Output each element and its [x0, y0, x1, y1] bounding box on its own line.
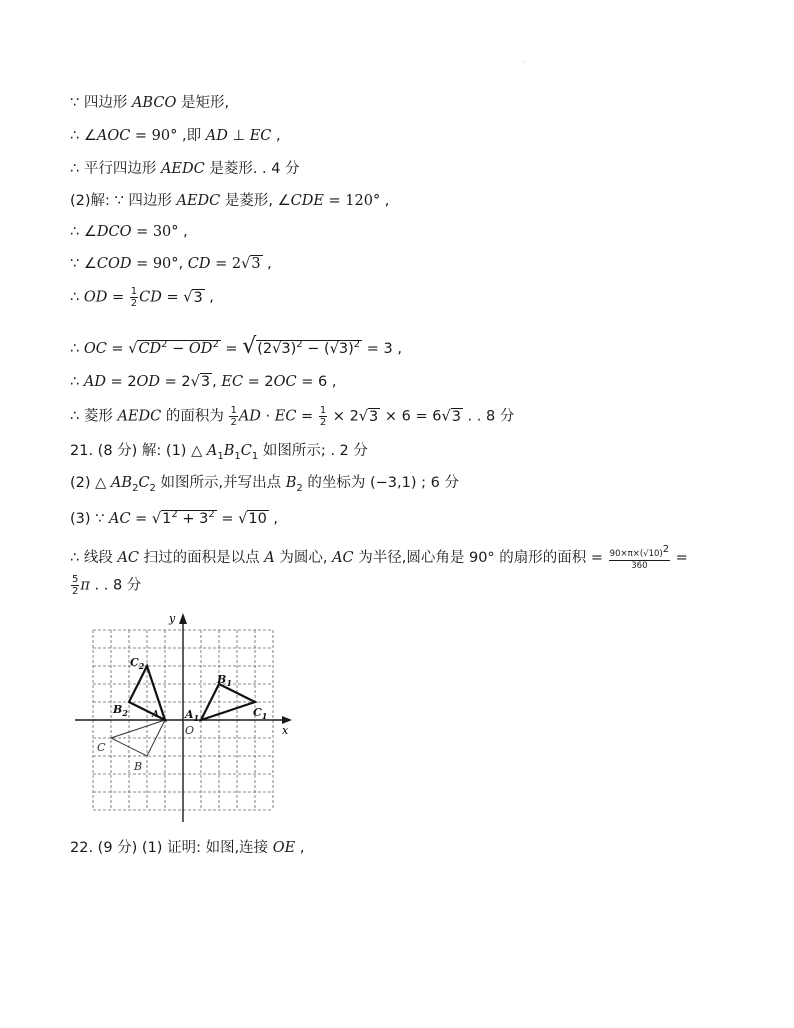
- label-c: C: [97, 741, 106, 754]
- line-12: (2) △ $AB_2C_2$ 如图所示,并写出点 $B_2$ 的坐标为 (−3,1) ; 6 分: [70, 475, 459, 494]
- line-2: ∴ ∠AOC = 90° ,即 AD ⊥ EC ,: [70, 128, 281, 144]
- line-3: ∴ 平行四边形 AEDC 是菱形. . 4 分: [70, 161, 300, 177]
- coordinate-figure: [70, 610, 310, 825]
- line-15: $\frac{5}{2}$ π . . 8 分: [72, 574, 142, 597]
- line-16: 22. (9 分) (1) 证明: 如图,连接 OE ,: [70, 840, 305, 856]
- label-b: B: [134, 760, 143, 773]
- line-10: ∴ 菱形 AEDC 的面积为 $\frac{1}{2}$ AD · EC = $\frac{1}{2}$ × 2√3 × 6 = 6√3 . . 8 分: [70, 405, 515, 428]
- line-8: ∴ OC = $√CD^2 - OD^2 = √(2√3)^2 - (√3)^2 = 3$ ,: [70, 333, 402, 359]
- x-axis-label: x: [282, 724, 289, 737]
- y-axis-label: y: [169, 612, 176, 625]
- line-13: (3) ∵ AC = $√1^2 + 3^2 = √10$ ,: [70, 509, 279, 527]
- label-b2: $B_2$: [113, 703, 128, 718]
- y-axis-arrow: [179, 613, 187, 624]
- label-a: A: [152, 710, 159, 720]
- line-1: ∵ 四边形 ABCO 是矩形,: [70, 95, 230, 111]
- line-9: ∴ AD = 2OD = 2√3 , EC = 2OC = 6 ,: [70, 374, 337, 390]
- x-axis-arrow: [282, 716, 292, 724]
- label-c2: $C_2$: [130, 656, 145, 671]
- label-b1: $B_1$: [217, 673, 232, 688]
- line-5: ∴ ∠DCO = 30° ,: [70, 224, 188, 240]
- stray-dot: ·: [522, 58, 525, 67]
- line-6: ∵ ∠COD = 90°, CD = 2√3 ,: [70, 256, 272, 272]
- line-4: (2)解: ∵ 四边形 AEDC 是菱形, ∠CDE = 120° ,: [70, 193, 390, 209]
- line-14: ∴ 线段 AC 扫过的面积是以点 A 为圆心, AC 为半径,圆心角是 90° 的扇形的面积 = $\frac{90\times\pi\times(√10)^2}{360}$ =: [70, 544, 688, 571]
- line-7: ∴ OD = $\frac{1}{2}$ CD = √3 ,: [70, 286, 214, 309]
- label-a1: $A_1$: [185, 708, 200, 723]
- label-c1: $C_1$: [253, 706, 268, 721]
- label-origin: O: [185, 724, 195, 737]
- line-11: 21. (8 分) 解: (1) △ $A_1B_1C_1$ 如图所示; . 2 分: [70, 443, 368, 462]
